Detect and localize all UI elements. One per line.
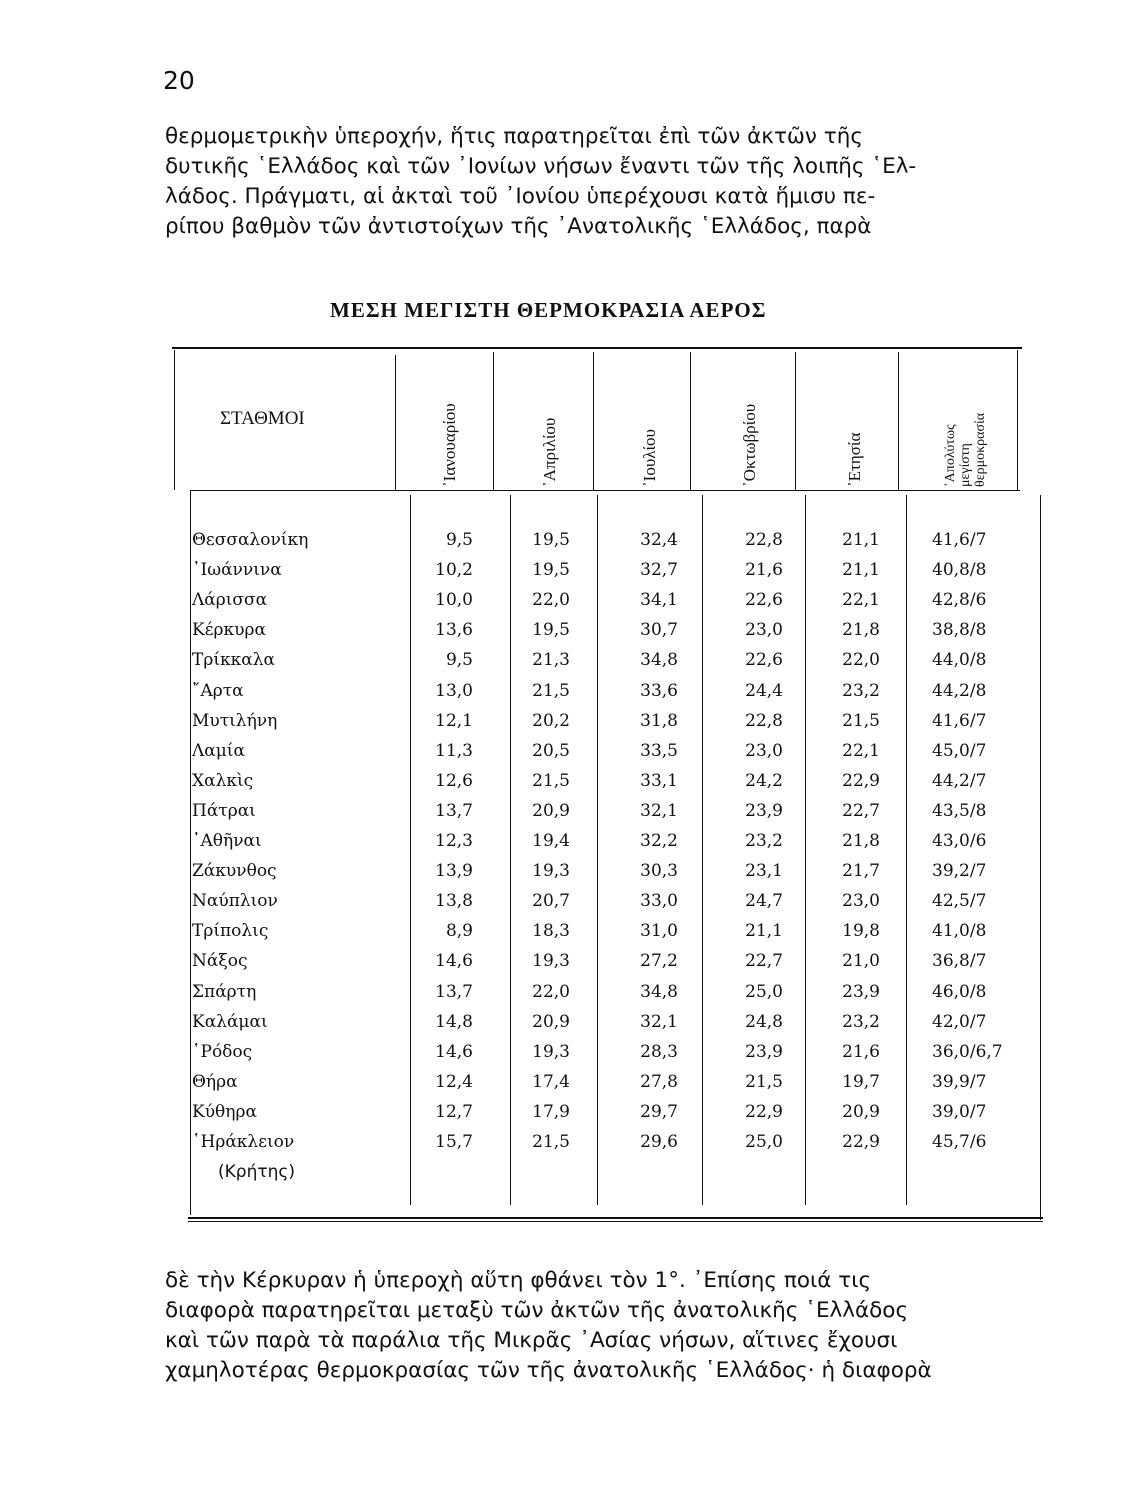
table-cell: 39,2/7	[932, 861, 987, 882]
text-line: θερμομετρικὴν ὑπεροχήν, ἥτις παρατηρεῖται ἐπὶ τῶν ἀκτῶν τῆς	[165, 124, 863, 149]
page-number: 20	[163, 66, 195, 95]
table-title: ΜΕΣΗ ΜΕΓΙΣΤΗ ΘΕΡΜΟΚΡΑΣΙΑ ΑΕΡΟΣ	[330, 298, 767, 322]
table-cell: 23,9	[745, 800, 783, 821]
table-row	[0, 771, 1145, 801]
table-cell: 23,0	[745, 740, 783, 761]
table-row	[0, 891, 1145, 921]
table-row	[0, 801, 1145, 831]
table-cell: 31,0	[640, 921, 678, 942]
text-line: δυτικῆς ῾Ελλάδος καὶ τῶν ᾿Ιονίων νήσων ἔναντι τῶν τῆς λοιπῆς ῾Ελ-	[165, 154, 917, 179]
table-cell: 34,8	[640, 981, 678, 1002]
table-cell: 12,1	[435, 710, 473, 731]
station-name: Ζάκυνθος	[192, 861, 277, 882]
stations-header: ΣΤΑΘΜΟΙ	[220, 408, 305, 429]
table-cell: 21,5	[745, 1071, 783, 1092]
table-row	[0, 861, 1145, 891]
table-cell: 34,8	[640, 650, 678, 671]
table-cell: 22,8	[745, 710, 783, 731]
table-cell: 21,5	[532, 680, 570, 701]
column-header-july: ᾿Ιουλίου	[640, 429, 659, 487]
table-row	[0, 620, 1145, 650]
table-cell: 19,5	[532, 560, 570, 581]
station-name: Λάρισσα	[192, 590, 268, 611]
table-cell: 46,0/8	[932, 981, 987, 1002]
table-cell: 20,2	[532, 710, 570, 731]
table-bottom-rule-double	[188, 1221, 1043, 1222]
table-cell: 13,0	[435, 680, 473, 701]
table-cell: 27,2	[640, 951, 678, 972]
table-cell: 13,6	[435, 620, 473, 641]
table-row	[0, 921, 1145, 951]
table-cell: 10,2	[435, 560, 473, 581]
table-row	[0, 1102, 1145, 1132]
station-name: Κέρκυρα	[192, 620, 266, 641]
column-divider	[395, 355, 396, 490]
table-cell: 42,0/7	[932, 1011, 987, 1032]
station-name: ῎Αρτα	[192, 680, 244, 701]
table-cell: 18,3	[532, 921, 570, 942]
table-cell: 9,5	[445, 650, 473, 671]
table-cell: 21,8	[842, 831, 880, 851]
table-cell: 41,6/7	[932, 530, 987, 550]
table-cell: 24,2	[745, 770, 783, 791]
table-cell: 44,2/7	[932, 770, 987, 791]
table-cell: 22,0	[532, 590, 570, 611]
table-cell: 19,4	[532, 831, 570, 851]
table-row	[0, 681, 1145, 711]
table-cell: 20,7	[532, 891, 570, 912]
table-cell: 17,4	[532, 1071, 570, 1092]
table-cell: 32,1	[640, 800, 678, 821]
column-header-october: ᾿Οκτωβρίου	[740, 403, 759, 487]
table-cell: 33,0	[640, 891, 678, 912]
table-cell: 43,5/8	[932, 800, 987, 821]
table-cell: 17,9	[532, 1101, 570, 1122]
column-header-absolute-max: ᾿Απολύτως μεγίστη θερμοκρασία	[942, 412, 988, 487]
table-cell: 22,0	[842, 650, 880, 671]
table-cell: 25,0	[745, 1132, 783, 1152]
table-cell: 31,8	[640, 710, 678, 731]
table-cell: 33,1	[640, 770, 678, 791]
table-cell: 14,8	[435, 1011, 473, 1032]
table-cell: 12,4	[435, 1071, 473, 1092]
table-cell: 19,5	[532, 620, 570, 641]
station-name: Κύθηρα	[192, 1101, 257, 1122]
table-cell: 19,3	[532, 951, 570, 972]
table-cell: 21,1	[842, 530, 880, 550]
table-cell: 29,7	[640, 1101, 678, 1122]
station-name: Τρίκκαλα	[192, 650, 275, 671]
table-cell: 21,1	[745, 921, 783, 942]
table-cell: 24,4	[745, 680, 783, 701]
table-cell: 25,0	[745, 981, 783, 1002]
table-cell: 10,0	[435, 590, 473, 611]
column-divider	[593, 352, 594, 490]
table-cell: 13,7	[435, 981, 473, 1002]
table-cell: 23,0	[745, 620, 783, 641]
table-cell: 21,5	[532, 770, 570, 791]
table-cell: 11,3	[435, 740, 473, 761]
station-name: Χαλκὶς	[192, 770, 254, 791]
station-name: Πάτραι	[192, 800, 256, 821]
table-cell: 20,9	[532, 800, 570, 821]
table-cell: 22,0	[532, 981, 570, 1002]
column-divider	[795, 352, 796, 490]
table-cell: 23,9	[745, 1041, 783, 1062]
table-cell: 22,6	[745, 590, 783, 611]
table-row	[0, 590, 1145, 620]
table-cell: 21,7	[842, 861, 880, 882]
table-cell: 13,8	[435, 891, 473, 912]
table-cell: 43,0/6	[932, 831, 987, 851]
table-cell: 42,5/7	[932, 891, 987, 912]
station-name: Λαμία	[192, 740, 245, 761]
column-header-april: ᾿Απριλίου	[540, 417, 559, 487]
column-header-january: ᾿Ιανουαρίου	[440, 403, 459, 487]
table-cell: 21,1	[842, 560, 880, 581]
table-cell: 19,3	[532, 861, 570, 882]
table-cell: 21,3	[532, 650, 570, 671]
outro-paragraph	[165, 1266, 1045, 1386]
table-cell: 20,9	[842, 1101, 880, 1122]
text-line: καὶ τῶν παρὰ τὰ παράλια τῆς Μικρᾶς ᾿Ασίας νήσων, αἵτινες ἔχουσι	[165, 1328, 898, 1353]
table-cell: 23,1	[745, 861, 783, 882]
table-cell: 32,2	[640, 831, 678, 851]
table-cell: 8,9	[445, 921, 473, 942]
table-cell: 29,6	[640, 1132, 678, 1152]
table-cell: 40,8/8	[932, 560, 987, 581]
table-cell: 21,6	[745, 560, 783, 581]
table-cell: 19,7	[842, 1071, 880, 1092]
table-cell: 33,6	[640, 680, 678, 701]
table-cell: 23,9	[842, 981, 880, 1002]
table-cell: 9,5	[445, 530, 473, 550]
table-cell: 22,7	[745, 951, 783, 972]
station-name: ῾Ηράκλειον	[192, 1132, 295, 1152]
table-cell: 13,9	[435, 861, 473, 882]
table-row	[0, 1132, 1145, 1182]
table-cell: 45,7/6	[932, 1132, 987, 1152]
table-cell: 36,0/6,7	[932, 1041, 1003, 1062]
station-name: Νάξος	[192, 951, 248, 972]
text-line: δὲ τὴν Κέρκυραν ἡ ὑπεροχὴ αὕτη φθάνει τὸν 1°. ᾿Επίσης ποιά τις	[165, 1268, 872, 1293]
intro-paragraph	[165, 122, 1045, 242]
text-line: χαμηλοτέρας θερμοκρασίας τῶν τῆς ἀνατολικῆς ῾Ελλάδος· ἡ διαφορὰ	[165, 1358, 932, 1383]
table-cell: 45,0/7	[932, 740, 987, 761]
table-cell: 32,7	[640, 560, 678, 581]
table-row	[0, 1042, 1145, 1072]
table-cell: 44,2/8	[932, 680, 987, 701]
table-cell: 41,0/8	[932, 921, 987, 942]
table-cell: 22,9	[745, 1101, 783, 1122]
table-cell: 30,3	[640, 861, 678, 882]
table-bottom-rule	[188, 1217, 1043, 1219]
table-cell: 21,0	[842, 951, 880, 972]
table-cell: 23,2	[842, 680, 880, 701]
table-cell: 44,0/8	[932, 650, 987, 671]
table-row	[0, 711, 1145, 741]
column-divider	[1017, 350, 1018, 490]
column-divider	[690, 352, 691, 490]
station-name: Θεσσαλονίκη	[192, 530, 309, 550]
table-row	[0, 650, 1145, 680]
table-row	[0, 951, 1145, 981]
text-line: διαφορὰ παρατηρεῖται μεταξὺ τῶν ἀκτῶν τῆς ἀνατολικῆς ῾Ελλάδος	[165, 1298, 909, 1323]
table-cell: 28,3	[640, 1041, 678, 1062]
table-cell: 20,5	[532, 740, 570, 761]
table-cell: 21,5	[842, 710, 880, 731]
table-row	[0, 831, 1145, 861]
table-row	[0, 560, 1145, 590]
table-cell: 24,7	[745, 891, 783, 912]
station-name: Τρίπολις	[192, 921, 269, 942]
table-cell: 34,1	[640, 590, 678, 611]
column-divider	[174, 350, 175, 490]
text-line: ρίπου βαθμὸν τῶν ἀντιστοίχων τῆς ᾿Ανατολικῆς ῾Ελλάδος, παρὰ	[165, 214, 872, 239]
column-divider	[493, 352, 494, 490]
table-cell: 19,8	[842, 921, 880, 942]
table-row	[0, 530, 1145, 560]
table-cell: 39,0/7	[932, 1101, 987, 1122]
table-cell: 22,8	[745, 530, 783, 550]
table-cell: 12,7	[435, 1101, 473, 1122]
table-cell: 33,5	[640, 740, 678, 761]
table-cell: 22,1	[842, 740, 880, 761]
table-cell: 22,9	[842, 1132, 880, 1152]
table-cell: 12,6	[435, 770, 473, 791]
station-name: Σπάρτη	[192, 981, 257, 1002]
station-name: Ναύπλιον	[192, 891, 278, 912]
table-cell: 38,8/8	[932, 620, 987, 641]
column-header-annual: ᾿Ετησία	[845, 432, 864, 487]
table-cell: 20,9	[532, 1011, 570, 1032]
station-name: ᾿Αθῆναι	[192, 831, 262, 851]
table-row	[0, 982, 1145, 1012]
table-cell: 27,8	[640, 1071, 678, 1092]
table-cell: 22,1	[842, 590, 880, 611]
station-name: ᾿Ιωάννινα	[192, 560, 282, 581]
table-cell: 23,2	[745, 831, 783, 851]
table-cell: 22,7	[842, 800, 880, 821]
table-cell: 19,5	[532, 530, 570, 550]
table-cell: 14,6	[435, 1041, 473, 1062]
table-row	[0, 1072, 1145, 1102]
table-cell: 39,9/7	[932, 1071, 987, 1092]
table-cell: 15,7	[435, 1132, 473, 1152]
table-cell: 12,3	[435, 831, 473, 851]
station-name: ῾Ρόδος	[192, 1041, 253, 1062]
table-cell: 23,2	[842, 1011, 880, 1032]
table-cell: 22,6	[745, 650, 783, 671]
table-cell: 36,8/7	[932, 951, 987, 972]
table-cell: 21,8	[842, 620, 880, 641]
table-cell: 32,1	[640, 1011, 678, 1032]
header-separator-rule	[190, 490, 1020, 491]
table-cell: 13,7	[435, 800, 473, 821]
station-name: Μυτιλήνη	[192, 710, 278, 731]
table-cell: 42,8/6	[932, 590, 987, 611]
table-cell: 24,8	[745, 1011, 783, 1032]
station-subtitle: (Κρήτης)	[218, 1162, 295, 1182]
table-cell: 19,3	[532, 1041, 570, 1062]
table-cell: 14,6	[435, 951, 473, 972]
table-cell: 21,6	[842, 1041, 880, 1062]
text-line: λάδος. Πράγματι, αἱ ἀκταὶ τοῦ ᾿Ιονίου ὑπερέχουσι κατὰ ἥμισυ πε-	[165, 184, 876, 209]
table-row	[0, 1012, 1145, 1042]
table-cell: 22,9	[842, 770, 880, 791]
table-cell: 21,5	[532, 1132, 570, 1152]
station-name: Θήρα	[192, 1071, 238, 1092]
table-row	[0, 741, 1145, 771]
table-cell: 30,7	[640, 620, 678, 641]
table-cell: 23,0	[842, 891, 880, 912]
table-cell: 41,6/7	[932, 710, 987, 731]
table-top-rule	[172, 347, 1022, 349]
station-name: Καλάμαι	[192, 1011, 268, 1032]
table-cell: 32,4	[640, 530, 678, 550]
column-divider	[898, 352, 899, 490]
